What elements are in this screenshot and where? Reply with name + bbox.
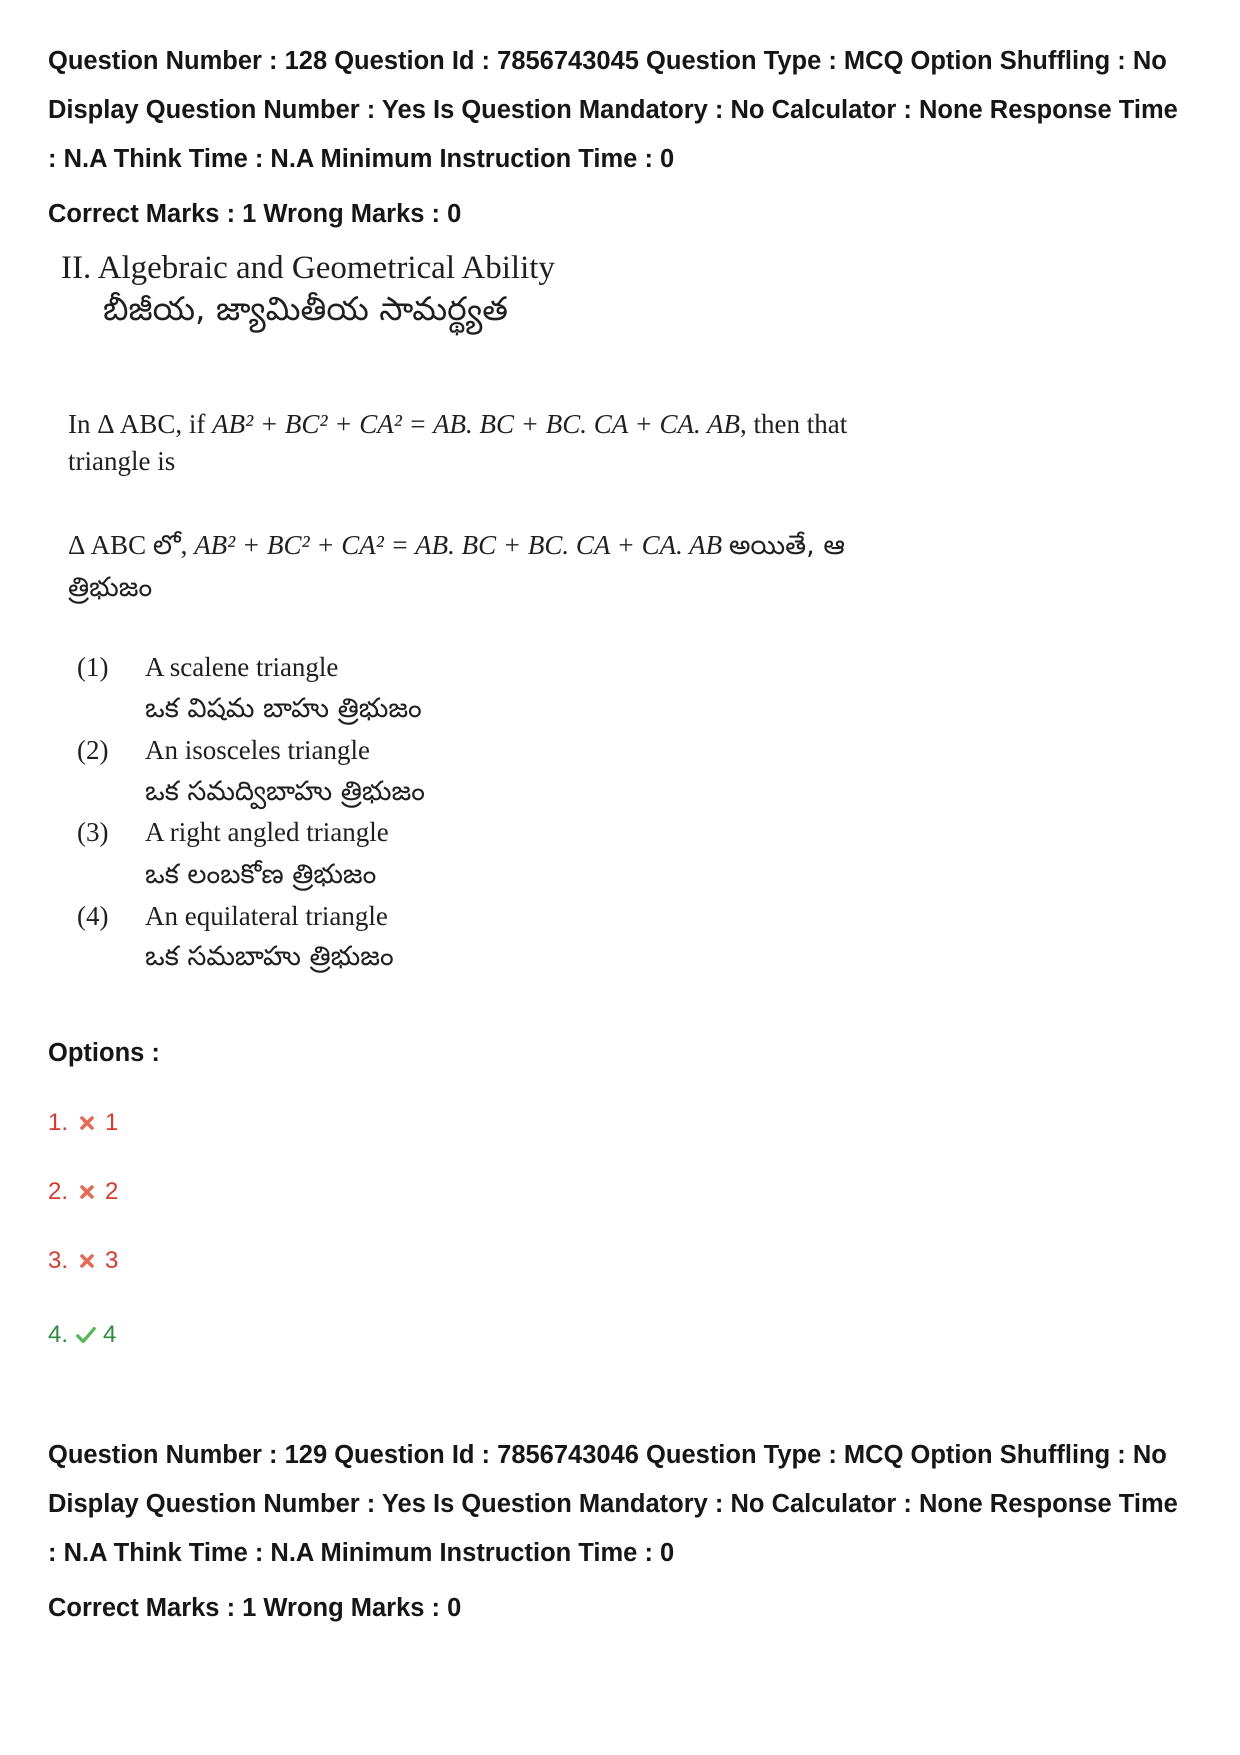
question-text-line-telugu: త్రిభుజం (68, 572, 153, 603)
question-meta-line: Display Question Number : Yes Is Question Mandatory : No Calculator : None Response Time (48, 96, 1178, 124)
choice-text-telugu: ఒక సమద్విబాహు త్రిభుజం (145, 776, 425, 807)
option-value: 3 (105, 1247, 119, 1274)
choice-text: An equilateral triangle (145, 901, 388, 931)
check-icon (75, 1324, 97, 1346)
option-value: 2 (105, 1178, 119, 1205)
section-title-telugu: బీజీయ, జ్యామితీయ సామర్థ్యత (103, 289, 508, 328)
section-title: II. Algebraic and Geometrical Ability (61, 250, 555, 286)
option-number: 4. (48, 1321, 69, 1348)
question-text-line: triangle is (68, 446, 176, 476)
option-number: 2. (48, 1178, 69, 1205)
option-row (48, 1241, 118, 1281)
question-text-line (68, 405, 847, 443)
option-row (48, 1315, 116, 1355)
question-marks: Correct Marks : 1 Wrong Marks : 0 (48, 1594, 462, 1622)
choice-text: An isosceles triangle (145, 735, 370, 765)
question-meta-line: Question Number : 129 Question Id : 7856743046 Question Type : MCQ Option Shuffling : No (48, 1441, 1167, 1469)
cross-icon (79, 1115, 95, 1131)
choice-text: A right angled triangle (145, 817, 389, 847)
question-equation: AB² + BC² + CA² = AB. BC + BC. CA + CA. AB (212, 409, 741, 439)
choice-number: (1) (77, 652, 109, 682)
question-image (56, 236, 856, 981)
question-equation-telugu: AB² + BC² + CA² = AB. BC + BC. CA + CA. AB (194, 530, 723, 560)
option-row (48, 1172, 118, 1212)
choice-number: (3) (77, 817, 109, 847)
choice-text-telugu: ఒక లంబకోణ త్రిభుజం (145, 859, 377, 890)
option-row (48, 1103, 118, 1143)
choice-text-telugu: ఒక విషమ బాహు త్రిభుజం (145, 693, 422, 724)
choice-text: A scalene triangle (145, 652, 339, 682)
question-suffix-telugu: అయితే, ఆ (728, 530, 845, 561)
question-marks: Correct Marks : 1 Wrong Marks : 0 (48, 200, 462, 228)
question-meta-line: Display Question Number : Yes Is Question Mandatory : No Calculator : None Response Time (48, 1490, 1178, 1518)
option-number: 1. (48, 1109, 69, 1136)
question-meta-line: : N.A Think Time : N.A Minimum Instruction Time : 0 (48, 145, 675, 173)
question-suffix: , then that (740, 409, 848, 439)
options-label: Options : (48, 1039, 160, 1067)
choice-number: (2) (77, 735, 109, 765)
option-value: 4 (103, 1321, 117, 1348)
choice-number: (4) (77, 901, 109, 931)
question-prefix-telugu: Δ ABC లో, (68, 530, 188, 560)
question-meta-line: : N.A Think Time : N.A Minimum Instruction Time : 0 (48, 1539, 675, 1567)
cross-icon (79, 1184, 95, 1200)
option-value: 1 (105, 1109, 119, 1136)
question-text-line-telugu (68, 526, 845, 565)
choice-text-telugu: ఒక సమబాహు త్రిభుజం (145, 941, 394, 972)
question-prefix: In Δ ABC, if (68, 409, 206, 439)
question-meta-line: Question Number : 128 Question Id : 7856743045 Question Type : MCQ Option Shuffling : No (48, 47, 1167, 75)
option-number: 3. (48, 1247, 69, 1274)
cross-icon (79, 1253, 95, 1269)
